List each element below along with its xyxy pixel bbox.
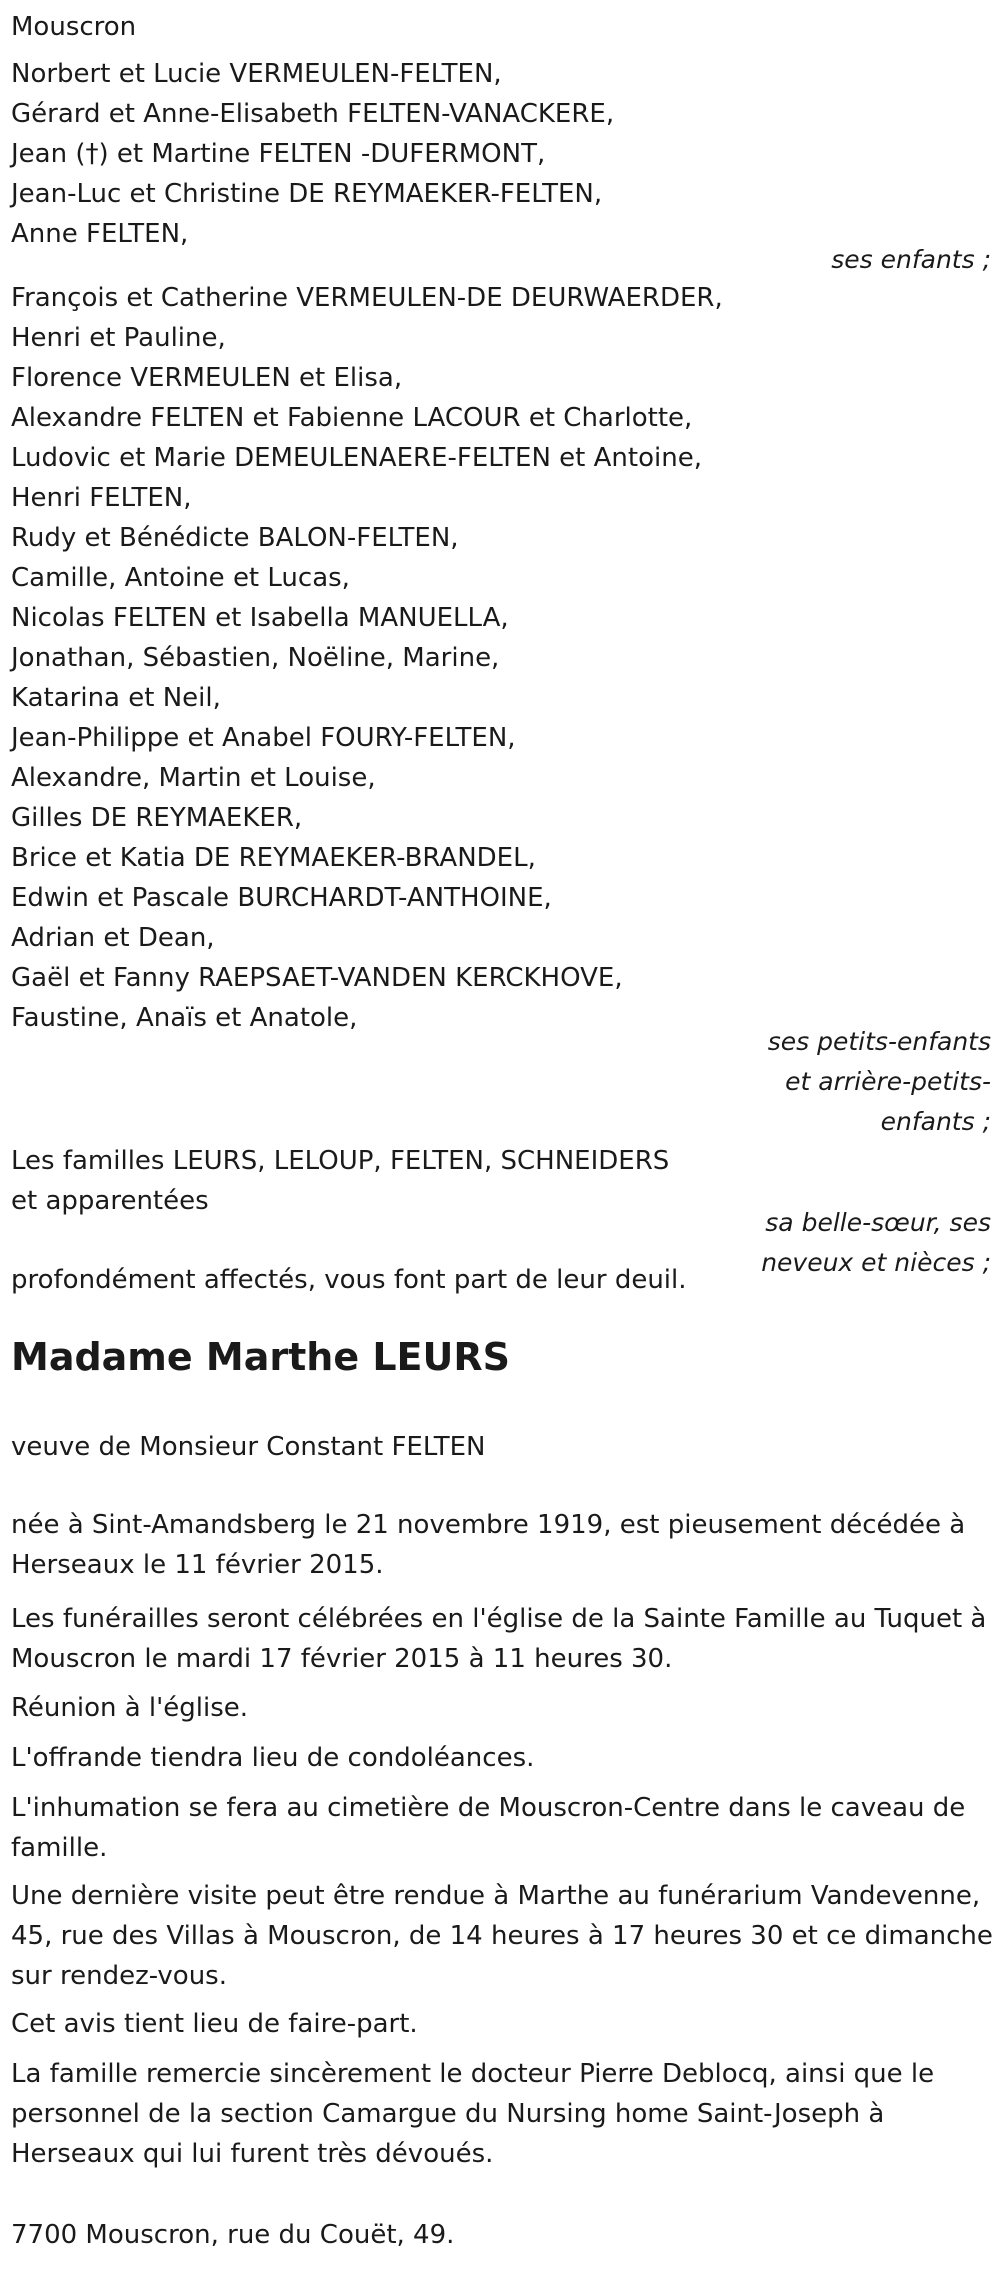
grandchildren-line: Gilles DE REYMAEKER,	[11, 803, 303, 833]
children-line: Jean-Luc et Christine DE REYMAEKER-FELTEN,	[11, 179, 603, 209]
address: 7700 Mouscron, rue du Couët, 49.	[11, 2220, 455, 2250]
families-role: neveux et nièces ;	[761, 1248, 991, 1277]
grandchildren-line: Katarina et Neil,	[11, 683, 221, 713]
grandchildren-role: enfants ;	[880, 1107, 991, 1136]
closing-line: profondément affectés, vous font part de leur deuil.	[11, 1265, 687, 1295]
city-heading: Mouscron	[11, 12, 137, 42]
deceased-name: Madame Marthe LEURS	[11, 1335, 510, 1379]
children-line: Anne FELTEN,	[11, 219, 189, 249]
thanks-paragraph: La famille remercie sincèrement le docteur Pierre Deblocq, ainsi que le personnel de la section Camargue du Nursing home Saint-Joseph à Herseaux qui lui furent très dévoués.	[11, 2059, 935, 2169]
grandchildren-line: Brice et Katia DE REYMAEKER-BRANDEL,	[11, 843, 536, 873]
families-role: sa belle-sœur, ses	[765, 1208, 991, 1237]
families-line: et apparentées	[11, 1186, 209, 1216]
offering-paragraph: L'offrande tiendra lieu de condoléances.	[11, 1743, 535, 1773]
grandchildren-line: Alexandre, Martin et Louise,	[11, 763, 376, 793]
grandchildren-line: Nicolas FELTEN et Isabella MANUELLA,	[11, 603, 509, 633]
burial-paragraph: L'inhumation se fera au cimetière de Mouscron-Centre dans le caveau de famille.	[11, 1793, 966, 1863]
birth-death-paragraph: née à Sint-Amandsberg le 21 novembre 1919, est pieusement décédée à Herseaux le 11 février 2015.	[11, 1510, 966, 1580]
grandchildren-line: Ludovic et Marie DEMEULENAERE-FELTEN et Antoine,	[11, 443, 702, 473]
grandchildren-line: Faustine, Anaïs et Anatole,	[11, 1003, 358, 1033]
grandchildren-role: et arrière-petits-	[785, 1067, 991, 1096]
grandchildren-role: ses petits-enfants	[767, 1027, 991, 1056]
grandchildren-line: Edwin et Pascale BURCHARDT-ANTHOINE,	[11, 883, 552, 913]
grandchildren-line: Alexandre FELTEN et Fabienne LACOUR et Charlotte,	[11, 403, 693, 433]
grandchildren-line: Gaël et Fanny RAEPSAET-VANDEN KERCKHOVE,	[11, 963, 623, 993]
grandchildren-line: Jean-Philippe et Anabel FOURY-FELTEN,	[11, 723, 516, 753]
funeral-paragraph: Les funérailles seront célébrées en l'église de la Sainte Famille au Tuquet à Mouscron le mardi 17 février 2015 à 11 heures 30.	[11, 1604, 987, 1674]
grandchildren-line: Henri et Pauline,	[11, 323, 226, 353]
grandchildren-line: François et Catherine VERMEULEN-DE DEURWAERDER,	[11, 283, 723, 313]
visit-paragraph: Une dernière visite peut être rendue à Marthe au funérarium Vandevenne, 45, rue des Villas à Mouscron, de 14 heures à 17 heures 30 et ce dimanche sur rendez-vous.	[11, 1881, 993, 1991]
children-line: Gérard et Anne-Elisabeth FELTEN-VANACKERE,	[11, 99, 615, 129]
grandchildren-line: Adrian et Dean,	[11, 923, 215, 953]
children-line: Jean (†) et Martine FELTEN -DUFERMONT,	[11, 139, 546, 169]
meeting-paragraph: Réunion à l'église.	[11, 1693, 249, 1723]
grandchildren-line: Florence VERMEULEN et Elisa,	[11, 363, 403, 393]
notice-paragraph: Cet avis tient lieu de faire-part.	[11, 2009, 418, 2039]
grandchildren-line: Rudy et Bénédicte BALON-FELTEN,	[11, 523, 459, 553]
grandchildren-line: Henri FELTEN,	[11, 483, 192, 513]
deceased-subtitle: veuve de Monsieur Constant FELTEN	[11, 1432, 486, 1462]
grandchildren-line: Jonathan, Sébastien, Noëline, Marine,	[11, 643, 500, 673]
children-line: Norbert et Lucie VERMEULEN-FELTEN,	[11, 59, 502, 89]
grandchildren-line: Camille, Antoine et Lucas,	[11, 563, 350, 593]
families-line: Les familles LEURS, LELOUP, FELTEN, SCHNEIDERS	[11, 1146, 670, 1176]
children-role: ses enfants ;	[831, 245, 991, 274]
